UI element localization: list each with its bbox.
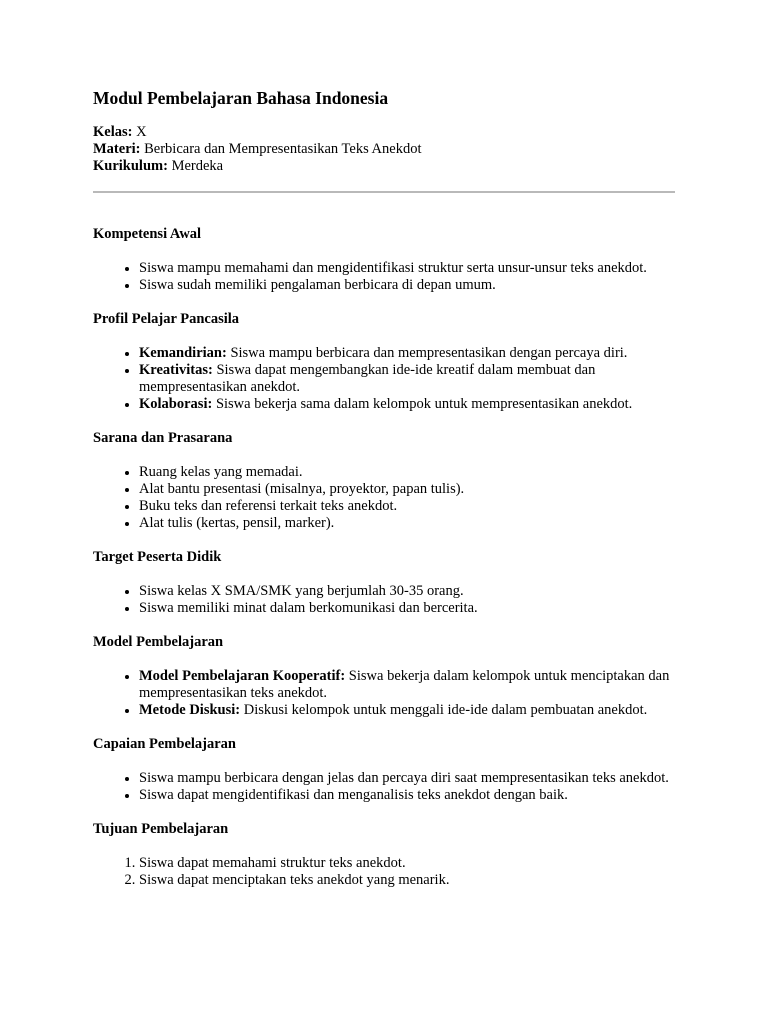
bullet-list [93, 345, 675, 413]
list-item-term: Kemandirian: [139, 345, 227, 361]
document-meta [93, 124, 675, 175]
list-item-text: Siswa bekerja sama dalam kelompok untuk mempresentasikan anekdot. [212, 396, 633, 412]
section-capaian-pembelajaran [93, 736, 675, 804]
list-item: • Buku teks dan referensi terkait teks anekdot. [139, 498, 675, 515]
list-item-text: Diskusi kelompok untuk menggali ide-ide dalam pembuatan anekdot. [240, 702, 648, 718]
list-item-term: Kreativitas: [139, 362, 213, 378]
section-title: Sarana dan Prasarana [93, 430, 233, 446]
list-item: • Siswa mampu memahami dan mengidentifikasi struktur serta unsur-unsur teks anekdot. [139, 260, 675, 277]
list-item: • Alat bantu presentasi (misalnya, proyektor, papan tulis). [139, 481, 675, 498]
section-kompetensi-awal [93, 226, 675, 294]
list-item [139, 396, 675, 413]
section-title: Profil Pelajar Pancasila [93, 311, 240, 327]
document-title: Modul Pembelajaran Bahasa Indonesia [93, 88, 389, 108]
list-item: • Siswa dapat mengidentifikasi dan menganalisis teks anekdot dengan baik. [139, 787, 675, 804]
bullet-list [93, 464, 675, 532]
section-sarana-prasarana [93, 430, 675, 532]
meta-kelas-value: X [132, 124, 147, 140]
section-title: Kompetensi Awal [93, 226, 202, 242]
meta-kurikulum-label: Kurikulum: [93, 158, 168, 174]
list-item: • Siswa memiliki minat dalam berkomunikasi dan bercerita. [139, 600, 675, 617]
list-item [139, 668, 675, 702]
meta-kelas-label: Kelas: [93, 124, 133, 140]
list-item: • Siswa mampu berbicara dengan jelas dan percaya diri saat mempresentasikan teks anekdot. [139, 770, 675, 787]
document-page [93, 86, 675, 889]
list-item: 2. Siswa dapat menciptakan teks anekdot yang menarik. [139, 872, 675, 889]
meta-kurikulum [93, 158, 675, 175]
meta-materi-label: Materi: [93, 141, 141, 157]
meta-materi-value: Berbicara dan Mempresentasikan Teks Anekdot [140, 141, 422, 157]
horizontal-divider [93, 191, 675, 193]
list-item [139, 702, 675, 719]
section-model-pembelajaran [93, 634, 675, 719]
bullet-list [93, 668, 675, 719]
list-item: • Siswa kelas X SMA/SMK yang berjumlah 30-35 orang. [139, 583, 675, 600]
bullet-list [93, 583, 675, 617]
section-tujuan-pembelajaran [93, 821, 675, 889]
section-title: Target Peserta Didik [93, 549, 222, 565]
bullet-list [93, 260, 675, 294]
list-item: • Siswa sudah memiliki pengalaman berbicara di depan umum. [139, 277, 675, 294]
list-item-text: Siswa mampu berbicara dan mempresentasikan dengan percaya diri. [226, 345, 628, 361]
meta-materi [93, 141, 675, 158]
meta-kurikulum-value: Merdeka [167, 158, 224, 174]
list-item [139, 345, 675, 362]
list-item: • Ruang kelas yang memadai. [139, 464, 675, 481]
section-profil-pelajar [93, 311, 675, 413]
section-title: Tujuan Pembelajaran [93, 821, 229, 837]
numbered-list [93, 855, 675, 889]
section-title: Model Pembelajaran [93, 634, 224, 650]
list-item-text: Siswa dapat mengembangkan ide-ide kreatif dalam membuat dan mempresentasikan anekdot. [139, 362, 596, 395]
list-item [139, 362, 675, 396]
bullet-list [93, 770, 675, 804]
section-title: Capaian Pembelajaran [93, 736, 236, 752]
list-item-term: Model Pembelajaran Kooperatif: [139, 668, 346, 684]
list-item-term: Kolaborasi: [139, 396, 213, 412]
list-item: • Alat tulis (kertas, pensil, marker). [139, 515, 675, 532]
meta-kelas [93, 124, 675, 141]
list-item-term: Metode Diskusi: [139, 702, 241, 718]
section-target-peserta [93, 549, 675, 617]
list-item-text: Siswa bekerja dalam kelompok untuk menciptakan dan mempresentasikan teks anekdot. [139, 668, 670, 701]
list-item: 1. Siswa dapat memahami struktur teks anekdot. [139, 855, 675, 872]
